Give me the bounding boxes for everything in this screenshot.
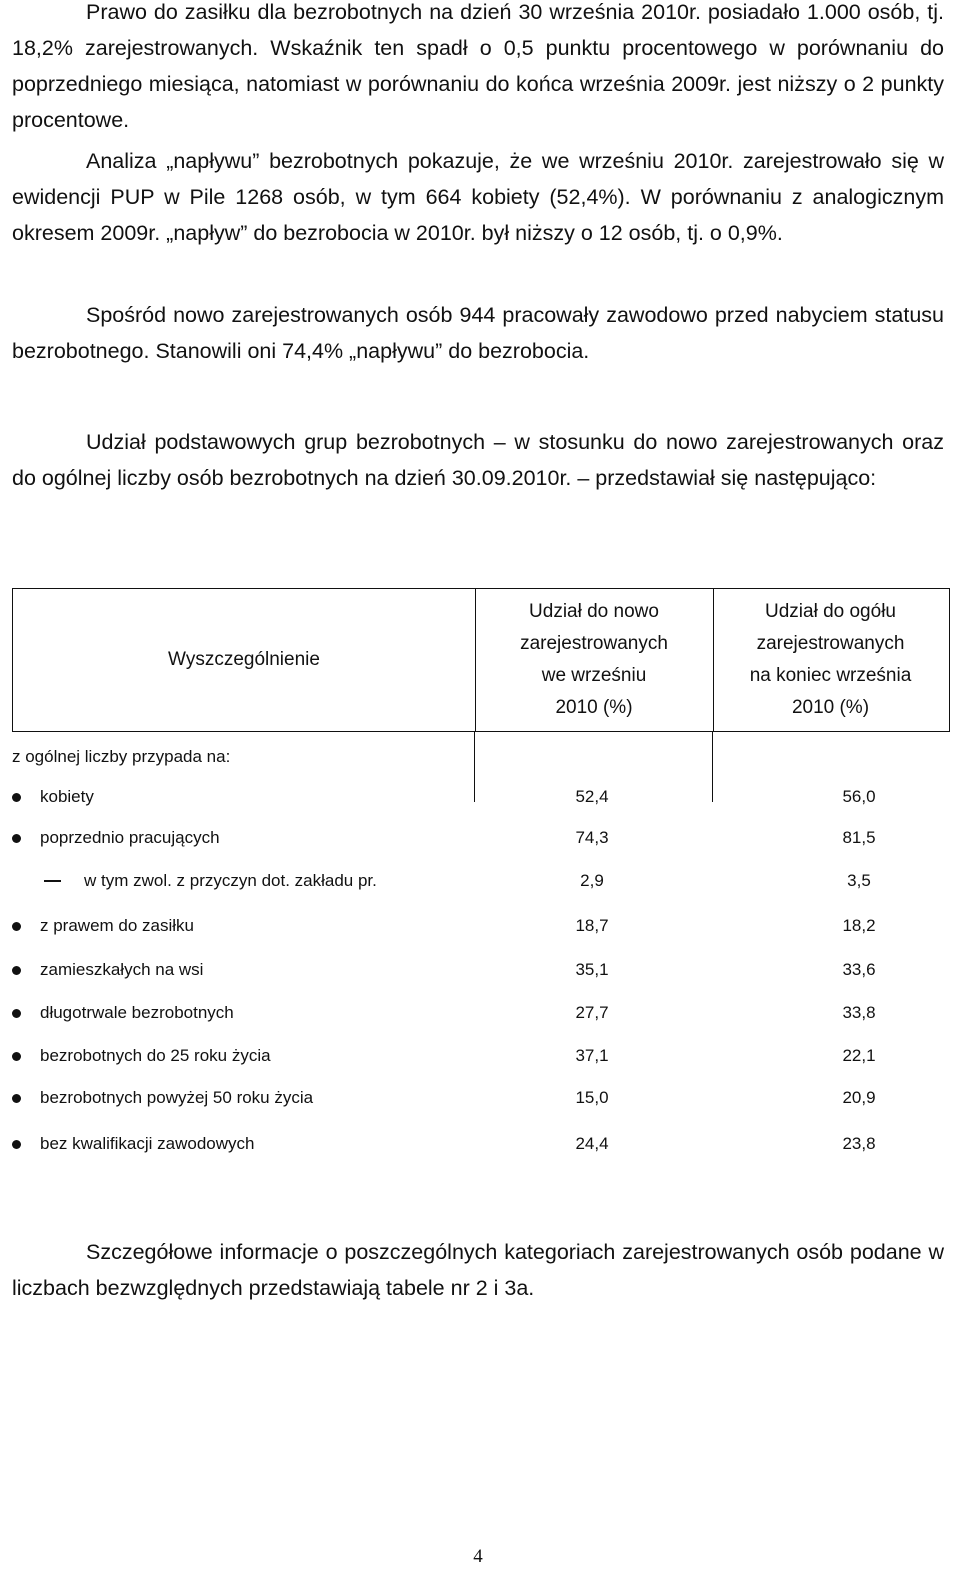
row-label: w tym zwol. z przyczyn dot. zakładu pr. [84,871,377,890]
row-label: bez kwalifikacji zawodowych [40,1134,255,1153]
row-value-new: 24,4 [575,1134,609,1153]
paragraph-inflow-analysis: Analiza „napływu” bezrobotnych pokazuje, że we wrześniu 2010r. zarejestrowało się w ewidencji PUP w Pile 1268 osób, w tym 664 kobiety (52,4%). W porównaniu z analogicznym okresem 2009r. „napływ” do bezrobocia w 2010r. był niższy o 12 osób, tj. o 0,9%. [12,149,944,245]
row-value-total: 56,0 [842,787,876,806]
row-value-new: 52,4 [575,787,609,806]
row-value-total: 81,5 [842,828,876,847]
table-intro-label: z ogólnej liczby przypada na: [12,747,231,766]
bullet-icon [12,922,21,931]
row-value-total: 33,6 [842,960,876,979]
row-value-total: 20,9 [842,1088,876,1107]
row-label: zamieszkałych na wsi [40,960,204,979]
row-value-total: 22,1 [842,1046,876,1065]
table-header [12,588,950,732]
paragraph-table-intro: Udział podstawowych grup bezrobotnych – w stosunku do nowo zarejestrowanych oraz do ogólnej liczby osób bezrobotnych na dzień 30.09.2010r. – przedstawiał się następująco: [12,430,944,490]
header-share-total-line: na koniec września [749,665,912,686]
bullet-icon [12,1140,21,1149]
header-share-total-line: zarejestrowanych [756,633,905,654]
row-value-new: 18,7 [575,916,609,935]
row-value-total: 3,5 [847,871,871,890]
header-share-new-line: Udział do nowo [529,601,659,622]
row-label: bezrobotnych powyżej 50 roku życia [40,1088,314,1107]
header-share-total [713,589,948,731]
row-label: kobiety [40,787,94,806]
row-value-new: 37,1 [575,1046,609,1065]
row-value-new: 27,7 [575,1003,609,1022]
header-share-new-line: we wrześniu [541,665,647,686]
row-value-new: 74,3 [575,828,609,847]
bullet-icon [12,966,21,975]
header-share-total-line: 2010 (%) [791,697,870,718]
header-share-new [475,589,714,731]
bullet-icon [12,1094,21,1103]
header-description: Wyszczególnienie [13,589,476,731]
row-value-new: 15,0 [575,1088,609,1107]
row-value-new: 35,1 [575,960,609,979]
row-value-total: 33,8 [842,1003,876,1022]
row-label: z prawem do zasiłku [40,916,195,935]
row-value-total: 18,2 [842,916,876,935]
table-divider [474,732,475,802]
bullet-icon [12,834,21,843]
row-value-new: 2,9 [580,871,604,890]
paragraph-benefit-right: Prawo do zasiłku dla bezrobotnych na dzień 30 września 2010r. posiadało 1.000 osób, tj. 18,2% zarejestrowanych. Wskaźnik ten spadł o 0,5 punktu procentowego w porównaniu do poprzedniego miesiąca, natomiast w porównaniu do końca września 2009r. jest niższy o 2 punkty procentowe. [12,0,944,132]
dash-icon [44,880,61,882]
header-share-new-line: zarejestrowanych [520,633,668,654]
row-label: długotrwale bezrobotnych [40,1003,234,1022]
table-divider [712,732,713,802]
header-share-total-line: Udział do ogółu [765,601,896,622]
bullet-icon [12,1009,21,1018]
paragraph-previously-employed: Spośród nowo zarejestrowanych osób 944 pracowały zawodowo przed nabyciem statusu bezrobotnego. Stanowili oni 74,4% „napływu” do bezrobocia. [12,303,944,363]
paragraph-details-reference: Szczegółowe informacje o poszczególnych kategoriach zarejestrowanych osób podane w liczbach bezwzględnych przedstawiają tabele nr 2 i 3a. [12,1240,944,1300]
row-label: bezrobotnych do 25 roku życia [40,1046,271,1065]
bullet-icon [12,793,21,802]
row-value-total: 23,8 [842,1134,876,1153]
header-share-new-line: 2010 (%) [555,697,633,718]
page-number: 4 [473,1546,483,1567]
bullet-icon [12,1052,21,1061]
row-label: poprzednio pracujących [40,828,220,847]
